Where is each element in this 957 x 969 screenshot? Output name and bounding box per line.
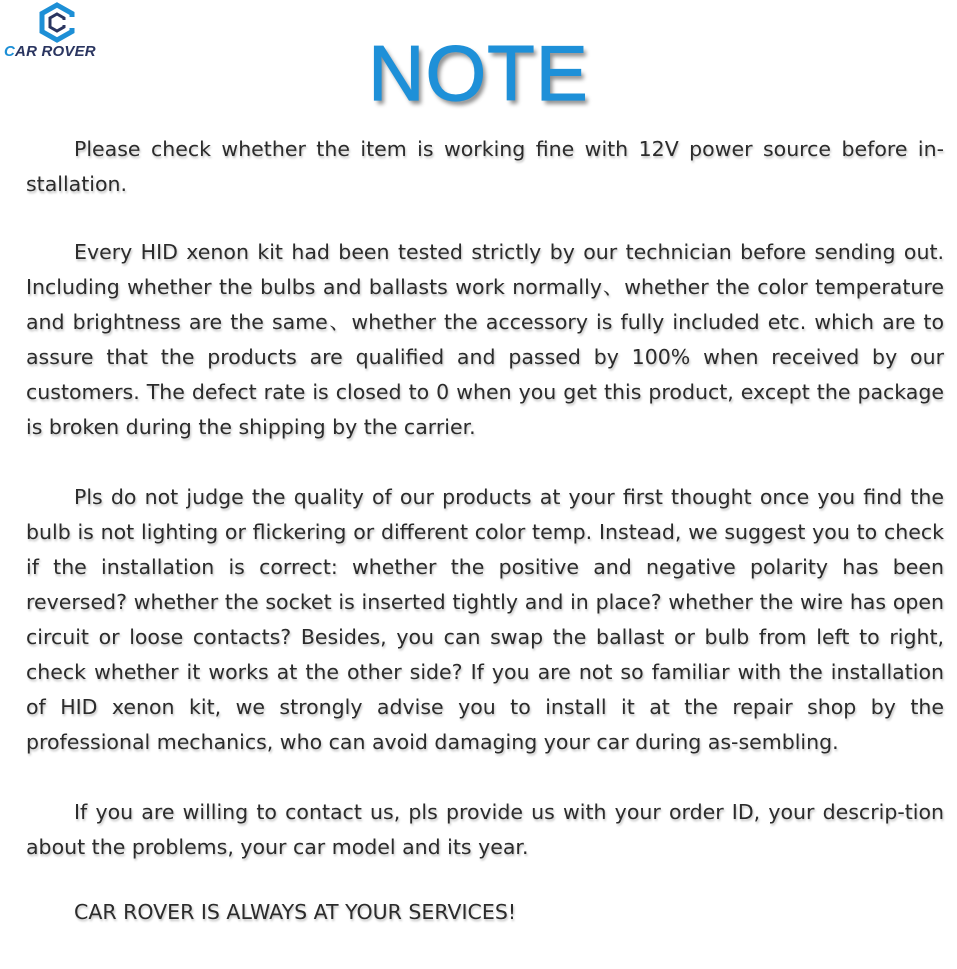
note-body [26, 132, 944, 930]
note-paragraph-power-check: Please check whether the item is working fine with 12V power source before in-stallation. [26, 137, 944, 196]
note-paragraph-contact: If you are willing to contact us, pls provide us with your order ID, your descrip-tion about the problems, your car model and its year. [26, 800, 944, 859]
brand-name-rest: AR ROVER [15, 43, 96, 60]
page-title: NOTE [368, 29, 589, 117]
brand-name-initial: C [4, 43, 16, 60]
note-paragraph-troubleshooting: Pls do not judge the quality of our products at your first thought once you find the bulb is not lighting or flickering or different color temp. Instead, we suggest you to check if the installation is correct: whether the positive and negative polarity has been reversed? whether the socket is inserted tightly and in place? whether the wire has open circuit or loose contacts? Besides, you can swap the ballast or bulb from left to right, check whether it works at the other side? If you are not so familiar with the installation of HID xenon kit, we strongly advise you to install it at the repair shop by the professional mechanics, who can avoid damaging your car during as-sembling. [26, 485, 944, 754]
note-paragraph-testing: Every HID xenon kit had been tested strictly by our technician before sending out. Including whether the bulbs and ballasts work normally、whether the color temperature and brightness are the same、whether the accessory is fully included etc. which are to assure that the products are qualified and passed by 100% when received by our customers. The defect rate is closed to 0 when you get this product, except the package is broken during the shipping by the carrier. [26, 240, 944, 439]
note-paragraph-closing: CAR ROVER IS ALWAYS AT YOUR SERVICES! [74, 900, 517, 924]
